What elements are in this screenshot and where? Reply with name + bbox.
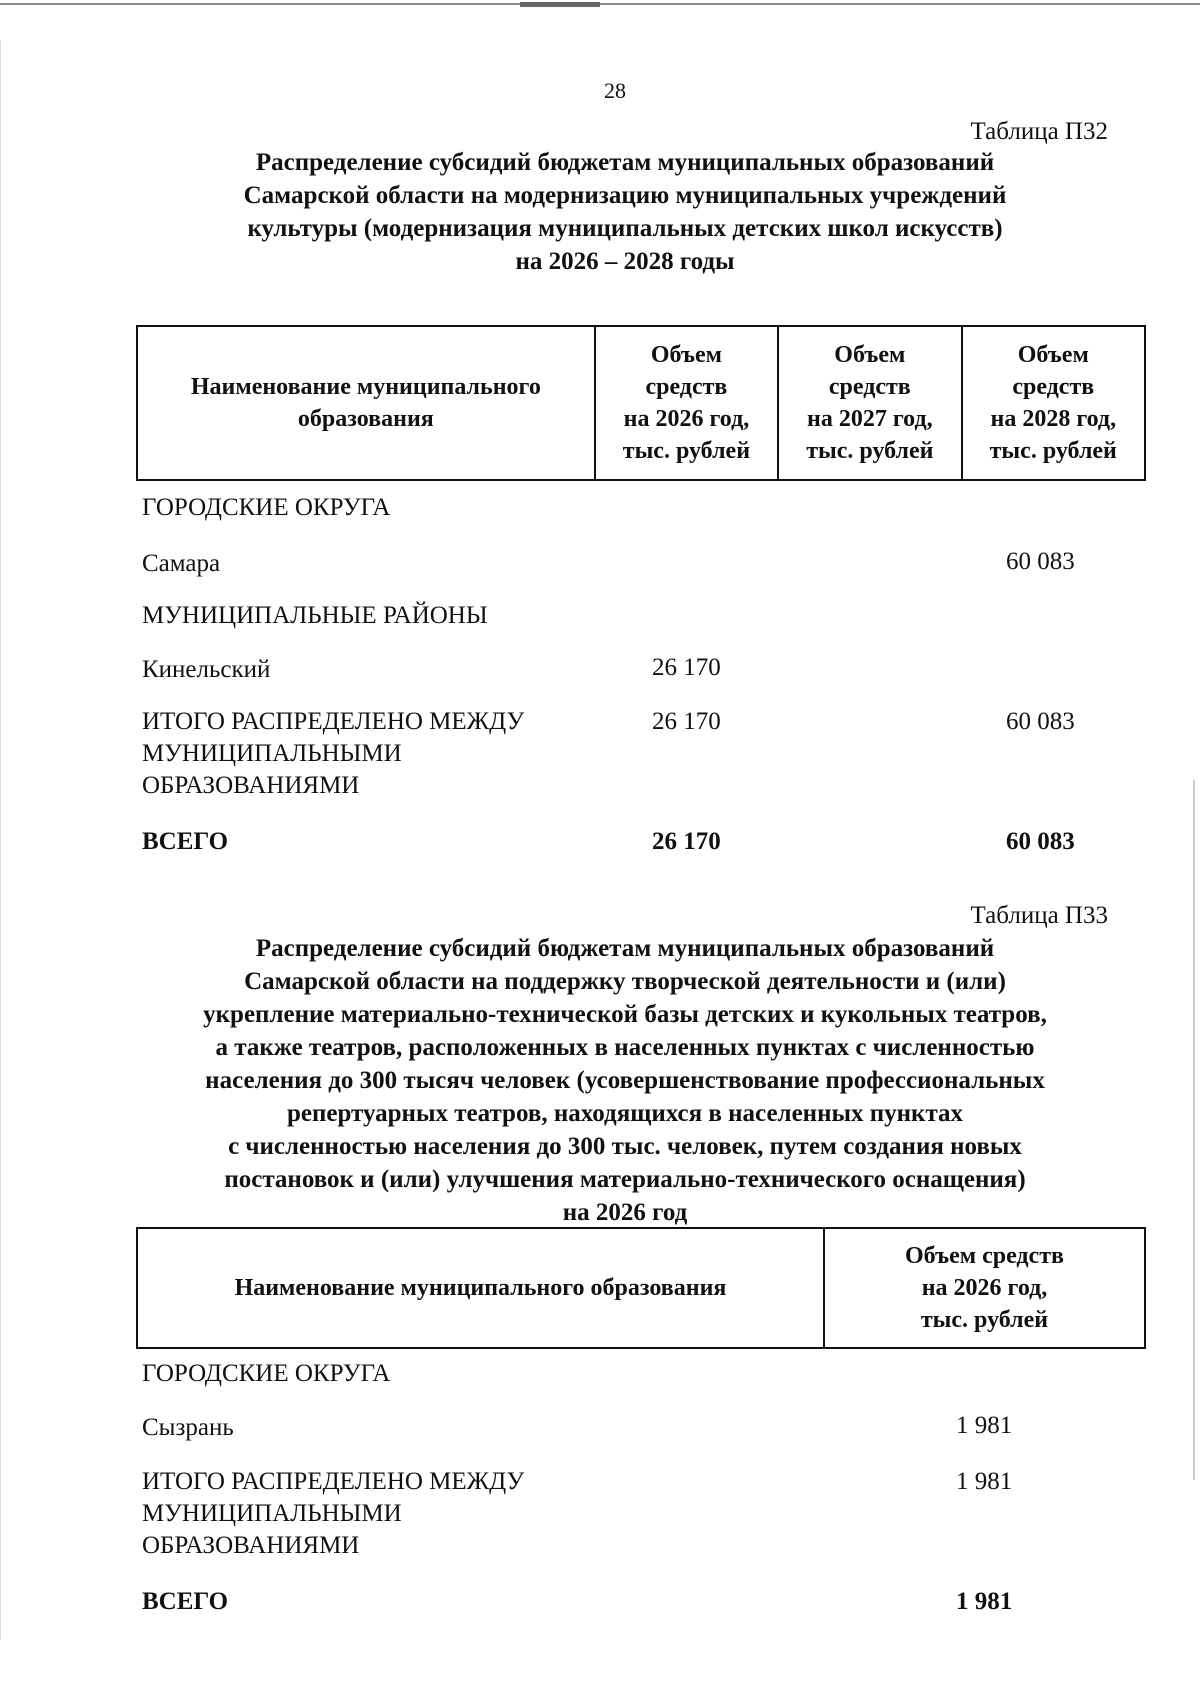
title-line: Самарской области на поддержку творческой деятельности и (или) — [244, 968, 1006, 995]
title-line: а также театров, расположенных в населенных пунктах с численностью — [215, 1034, 1035, 1061]
title-line: Распределение субсидий бюджетам муниципальных образований — [255, 935, 995, 962]
page-number: 28 — [604, 78, 626, 103]
row-label: ИТОГО РАСПРЕДЕЛЕНО МЕЖДУ МУНИЦИПАЛЬНЫМИ ОБРАЗОВАНИЯМИ — [142, 1468, 525, 1559]
title-line: с численностью населения до 300 тыс. человек, путем создания новых — [228, 1133, 1022, 1160]
title-line: культуры (модернизация муниципальных детских школ искусств) — [247, 215, 1003, 242]
cell-2026: 1 981 — [956, 1468, 1013, 1495]
scan-artifact — [1193, 780, 1195, 1480]
header-cell-2026: Объем средств на 2026 год, тыс. рублей — [824, 1228, 1145, 1348]
scan-artifact — [520, 2, 600, 7]
cell-2026: 1 981 — [956, 1412, 1013, 1439]
table-header — [136, 1227, 1146, 1349]
header-cell-2028: Объем средств на 2028 год, тыс. рублей — [962, 326, 1145, 480]
cell-2026: 1 981 — [956, 1588, 1013, 1615]
row-label: ГОРОДСКИЕ ОКРУГА — [142, 494, 391, 521]
title-line: на 2026 год — [562, 1199, 688, 1226]
row-label: ВСЕГО — [142, 1588, 229, 1615]
row-label: ИТОГО РАСПРЕДЕЛЕНО МЕЖДУ МУНИЦИПАЛЬНЫМИ ОБРАЗОВАНИЯМИ — [142, 708, 525, 799]
cell-2026: 26 170 — [652, 708, 721, 735]
title-line: населения до 300 тысяч человек (усовершенствование профессиональных — [205, 1067, 1045, 1094]
table-title — [120, 146, 1130, 281]
cell-2028: 60 083 — [1006, 548, 1075, 575]
title-line: на 2026 – 2028 годы — [515, 248, 735, 275]
table-header — [136, 325, 1146, 481]
header-cell-2026: Объем средств на 2026 год, тыс. рублей — [595, 326, 778, 480]
title-line: укрепление материально-технической базы детских и кукольных театров, — [203, 1001, 1047, 1028]
title-line: Распределение субсидий бюджетам муниципальных образований — [255, 149, 995, 176]
row-label: ВСЕГО — [142, 828, 229, 855]
header-cell-name: Наименование муниципального образования — [137, 326, 595, 480]
cell-2026: 26 170 — [652, 654, 721, 681]
row-label: Сызрань — [142, 1414, 234, 1441]
scan-artifact — [0, 3, 1200, 5]
table-label: Таблица П33 — [970, 902, 1108, 929]
cell-2026: 26 170 — [652, 828, 721, 855]
title-line: репертуарных театров, находящихся в населенных пунктах — [286, 1100, 964, 1127]
header-cell-2027: Объем средств на 2027 год, тыс. рублей — [778, 326, 961, 480]
table-label: Таблица П32 — [970, 118, 1108, 145]
row-label: Кинельский — [142, 656, 271, 683]
cell-2028: 60 083 — [1006, 708, 1075, 735]
row-label: Самара — [142, 550, 221, 577]
cell-2028: 60 083 — [1006, 828, 1075, 855]
header-cell-name: Наименование муниципального образования — [137, 1228, 824, 1348]
row-label: ГОРОДСКИЕ ОКРУГА — [142, 1360, 391, 1387]
scan-artifact — [0, 40, 1, 1640]
title-line: Самарской области на модернизацию муниципальных учреждений — [243, 182, 1007, 209]
row-label: МУНИЦИПАЛЬНЫЕ РАЙОНЫ — [142, 602, 488, 629]
table-title — [120, 932, 1130, 1232]
title-line: постановок и (или) улучшения материально-технического оснащения) — [224, 1166, 1026, 1193]
